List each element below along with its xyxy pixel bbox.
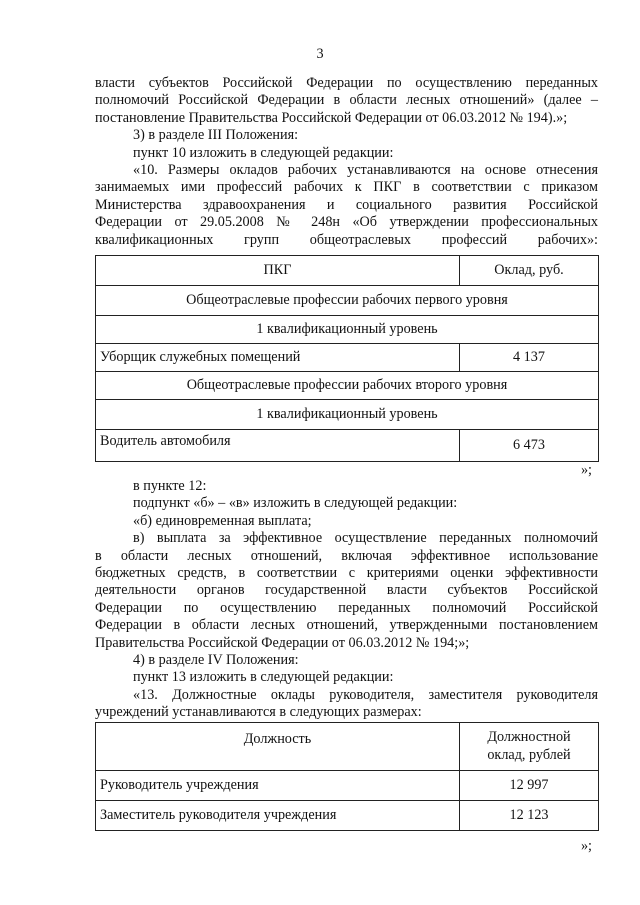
table-cell-name: Заместитель руководителя учреждения: [96, 801, 460, 831]
table-header-salary-l2: оклад, рублей: [487, 746, 571, 763]
text-line: Федерации по осуществлению переданных полномочий Российской: [95, 599, 598, 616]
close-quote: »;: [580, 838, 592, 854]
p12-section: [95, 478, 598, 722]
page-number: 3: [316, 46, 324, 62]
text-line: «13. Должностные оклады руководителя, заместителя руководителя: [133, 686, 598, 703]
text-line: полномочий Российской Федерации в области лесных отношений» (далее –: [95, 92, 598, 109]
table-header-salary-l1: Должностной: [487, 729, 571, 746]
table-header-salary: Оклад, руб.: [460, 256, 599, 286]
table-cell-value: 6 473: [460, 430, 599, 462]
table-group-row: Общеотраслевые профессии рабочих первого уровня: [96, 286, 599, 316]
text-line: Министерства здравоохранения и социального развития Российской: [95, 196, 598, 213]
table-level-row: 1 квалификационный уровень: [96, 400, 599, 430]
text-line: Федерации в области лесных отношений, утвержденными постановлением: [95, 617, 598, 634]
p12-intro: в пункте 12:: [133, 478, 207, 494]
text-line: власти субъектов Российской Федерации по осуществлению переданных: [95, 75, 598, 91]
table-cell-value: 12 997: [460, 771, 599, 801]
table-cell-name: Руководитель учреждения: [96, 771, 460, 801]
position-salary-table: [95, 722, 599, 831]
p12-sub: подпункт «б» – «в» изложить в следующей редакции:: [133, 495, 458, 512]
p13-intro: пункт 13 изложить в следующей редакции:: [133, 669, 394, 686]
pkg-salary-table: [95, 255, 599, 462]
text-line: «10. Размеры окладов рабочих устанавливаются на основе отнесения: [133, 162, 598, 179]
text-line: Федерации от 29.05.2008 № 248н «Об утверждении профессиональных: [95, 214, 598, 231]
text-line: учреждений устанавливаются в следующих размерах:: [95, 704, 422, 721]
item-3: 3) в разделе III Положения:: [133, 127, 299, 144]
text-line: в области лесных отношений, включая эффективное использование: [95, 547, 598, 564]
table-group-row: Общеотраслевые профессии рабочих второго уровня: [96, 372, 599, 400]
close-quote: »;: [580, 462, 592, 478]
table-cell-value: 4 137: [460, 344, 599, 372]
table-cell-name: Водитель автомобиля: [96, 430, 460, 462]
table-cell-value: 12 123: [460, 801, 599, 831]
text-line: постановление Правительства Российской Федерации от 06.03.2012 № 194).»;: [95, 109, 568, 126]
p12-b: «б) единовременная выплата;: [133, 512, 312, 529]
text-line: деятельности органов государственной власти субъектов Российской: [95, 582, 598, 599]
intro-paragraph: [95, 75, 598, 249]
table-header-salary: [460, 723, 599, 771]
p10-intro: пункт 10 изложить в следующей редакции:: [133, 144, 394, 161]
text-line: в) выплата за эффективное осуществление переданных полномочий: [133, 530, 598, 547]
text-line: бюджетных средств, в соответствии с критериями оценки эффективности: [95, 565, 598, 582]
table-header-position: Должность: [96, 723, 460, 771]
text-line: квалификационных групп общеотраслевых профессий рабочих»:: [95, 231, 598, 248]
item-4: 4) в разделе IV Положения:: [133, 652, 299, 669]
table-level-row: 1 квалификационный уровень: [96, 316, 599, 344]
table-header-pkg: ПКГ: [96, 256, 460, 286]
text-line: Правительства Российской Федерации от 06.03.2012 № 194;»;: [95, 634, 470, 651]
table-cell-name: Уборщик служебных помещений: [96, 344, 460, 372]
text-line: занимаемых ими профессий рабочих к ПКГ в соответствии с приказом: [95, 179, 598, 196]
